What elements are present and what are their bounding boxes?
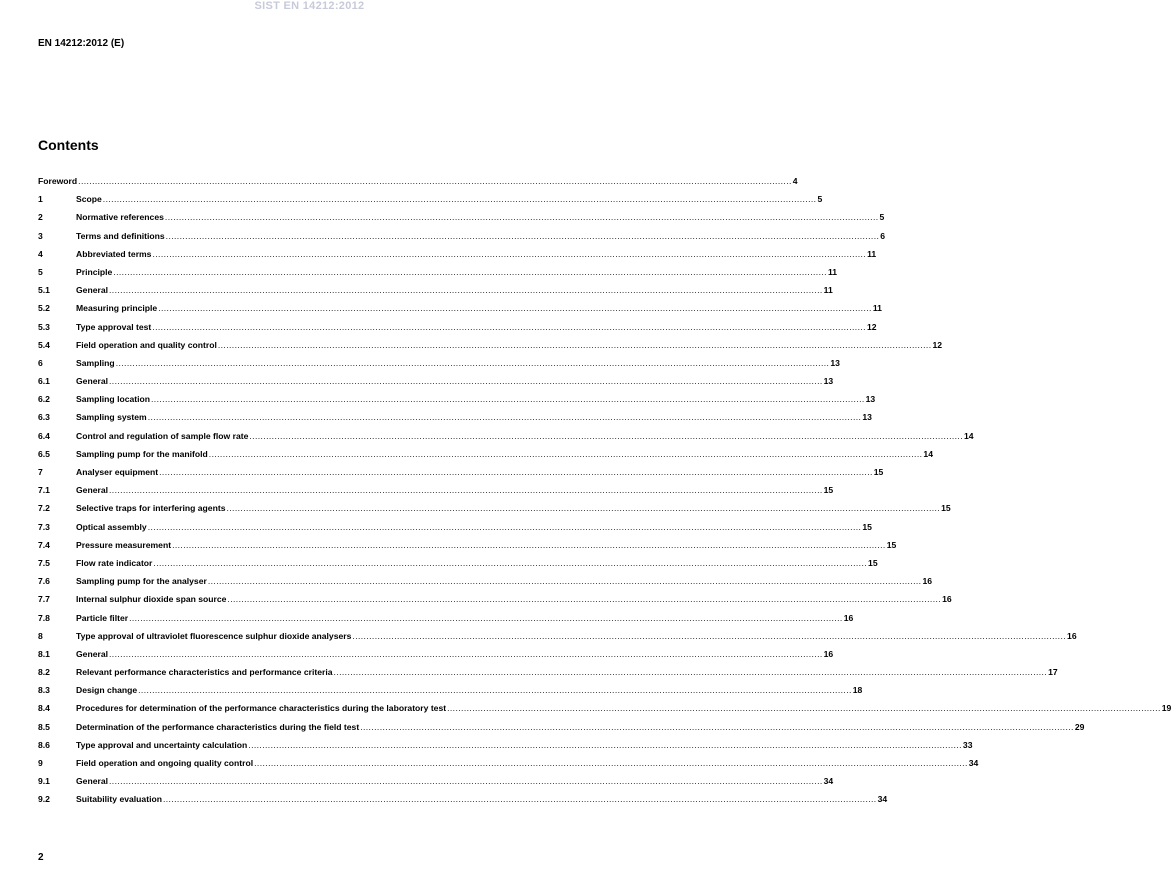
toc-entry-number: 7.4 bbox=[38, 539, 50, 550]
toc-entry-number: 9.2 bbox=[38, 794, 50, 805]
toc-entry-number: 4 bbox=[38, 248, 43, 259]
toc-dot-leader bbox=[208, 576, 922, 586]
toc-entry[interactable] bbox=[38, 266, 838, 285]
page-number: 2 bbox=[38, 852, 44, 863]
toc-entry[interactable] bbox=[38, 412, 872, 430]
table-of-contents bbox=[38, 176, 1171, 813]
toc-dot-leader bbox=[165, 212, 879, 222]
contents-heading: Contents bbox=[38, 137, 99, 153]
toc-entry-number: 6.1 bbox=[38, 376, 50, 387]
toc-entry-title: Principle bbox=[76, 266, 113, 277]
toc-entry-number: 5.2 bbox=[38, 303, 50, 314]
toc-dot-leader bbox=[113, 267, 827, 277]
toc-entry-page: 33 bbox=[962, 739, 973, 750]
toc-entry-title: General bbox=[76, 285, 109, 296]
toc-entry-page: 16 bbox=[823, 648, 834, 659]
toc-entry-number: 7.6 bbox=[38, 576, 50, 587]
toc-entry-page: 15 bbox=[873, 467, 884, 477]
toc-entry-page: 19 bbox=[1161, 703, 1171, 714]
toc-dot-leader bbox=[248, 740, 962, 750]
toc-entry-page: 11 bbox=[867, 248, 877, 259]
toc-entry-page: 16 bbox=[1067, 630, 1077, 641]
toc-entry[interactable] bbox=[38, 230, 886, 249]
toc-entry[interactable] bbox=[38, 521, 872, 540]
toc-entry-page: 15 bbox=[886, 539, 897, 550]
toc-entry-number: 5.1 bbox=[38, 285, 50, 296]
toc-entry-page: 15 bbox=[868, 557, 878, 568]
toc-dot-leader bbox=[227, 594, 941, 604]
toc-entry-page: 15 bbox=[941, 503, 951, 514]
toc-entry-title: Terms and definitions bbox=[76, 230, 165, 241]
toc-entry-number: 8.2 bbox=[38, 667, 50, 678]
toc-entry[interactable] bbox=[38, 721, 1085, 740]
toc-dot-leader bbox=[109, 649, 823, 659]
document-id: EN 14212:2012 (E) bbox=[38, 38, 125, 49]
toc-entry-number: 7.2 bbox=[38, 503, 50, 514]
toc-entry-number: 8.4 bbox=[38, 703, 50, 714]
toc-dot-leader bbox=[249, 431, 963, 441]
toc-entry[interactable] bbox=[38, 448, 933, 467]
toc-entry-title: Particle filter bbox=[76, 612, 129, 623]
toc-dot-leader bbox=[116, 358, 830, 368]
toc-entry[interactable] bbox=[38, 667, 1058, 685]
toc-entry-number: 7.5 bbox=[38, 557, 50, 568]
toc-entry[interactable] bbox=[38, 503, 951, 521]
toc-entry-number: 7.8 bbox=[38, 612, 50, 623]
toc-dot-leader bbox=[166, 231, 880, 241]
toc-entry-page: 11 bbox=[823, 285, 833, 296]
toc-entry[interactable] bbox=[38, 794, 888, 812]
toc-entry-title: Scope bbox=[76, 194, 102, 205]
toc-entry-number: 7.1 bbox=[38, 485, 50, 496]
toc-entry[interactable] bbox=[38, 394, 876, 412]
toc-entry-title: Abbreviated terms bbox=[76, 248, 152, 259]
toc-dot-leader bbox=[352, 631, 1066, 641]
toc-dot-leader bbox=[159, 467, 873, 477]
toc-entry-title: Type approval and uncertainty calculation bbox=[76, 739, 248, 750]
toc-entry-title: General bbox=[76, 776, 109, 787]
toc-dot-leader bbox=[360, 722, 1074, 732]
toc-entry-number: 8.3 bbox=[38, 685, 50, 696]
toc-entry-page: 14 bbox=[964, 430, 974, 441]
toc-entry-title: Field operation and ongoing quality control bbox=[76, 758, 254, 768]
toc-entry[interactable] bbox=[38, 194, 823, 212]
toc-entry[interactable] bbox=[38, 376, 834, 394]
toc-entry-page: 12 bbox=[866, 321, 877, 332]
toc-entry-page: 12 bbox=[932, 339, 943, 350]
toc-entry-number: 5.3 bbox=[38, 321, 50, 332]
toc-entry-number: 8.5 bbox=[38, 721, 50, 732]
toc-entry-number: 6.5 bbox=[38, 448, 50, 459]
toc-entry-page: 18 bbox=[852, 685, 863, 696]
toc-dot-leader bbox=[129, 613, 843, 623]
toc-entry-page: 5 bbox=[817, 194, 823, 205]
toc-entry-title: Optical assembly bbox=[76, 521, 147, 532]
toc-dot-leader bbox=[163, 794, 877, 804]
toc-entry-title: Sampling bbox=[76, 357, 115, 368]
watermark: SIST EN 14212:2012 bbox=[254, 0, 365, 12]
toc-entry-number: 6.2 bbox=[38, 394, 50, 405]
toc-entry-number: 5.4 bbox=[38, 339, 50, 350]
toc-entry-page: 16 bbox=[922, 576, 933, 587]
toc-dot-leader bbox=[218, 340, 932, 350]
toc-entry-title: Sampling system bbox=[76, 412, 147, 423]
toc-entry[interactable] bbox=[38, 758, 979, 776]
toc-dot-leader bbox=[209, 449, 923, 459]
toc-entry-page: 16 bbox=[942, 594, 952, 605]
toc-entry[interactable] bbox=[38, 357, 840, 376]
toc-entry-number: 6 bbox=[38, 357, 43, 368]
toc-entry-page: 29 bbox=[1074, 721, 1085, 732]
toc-entry[interactable] bbox=[38, 630, 1077, 649]
toc-entry-title: General bbox=[76, 376, 109, 387]
toc-entry-title: Determination of the performance characteristics during the field test bbox=[76, 721, 360, 732]
toc-entry-number: 7.7 bbox=[38, 594, 50, 605]
toc-entry[interactable] bbox=[38, 612, 854, 631]
toc-entry-page: 11 bbox=[827, 266, 838, 277]
toc-dot-leader bbox=[148, 412, 862, 422]
toc-dot-leader bbox=[153, 558, 867, 568]
toc-entry-page: 15 bbox=[862, 521, 872, 532]
toc-entry[interactable] bbox=[38, 212, 885, 230]
toc-entry[interactable] bbox=[38, 485, 834, 503]
toc-dot-leader bbox=[172, 540, 886, 550]
toc-entry[interactable] bbox=[38, 467, 884, 485]
toc-entry-number: 3 bbox=[38, 230, 43, 241]
toc-entry[interactable] bbox=[38, 776, 834, 794]
toc-entry-title: Suitability evaluation bbox=[76, 794, 162, 805]
toc-dot-leader bbox=[152, 322, 866, 332]
toc-dot-leader bbox=[109, 285, 823, 295]
toc-dot-leader bbox=[254, 758, 968, 768]
toc-entry-page: 34 bbox=[968, 758, 979, 768]
toc-entry[interactable] bbox=[38, 176, 798, 194]
toc-entry-page: 34 bbox=[823, 776, 834, 787]
toc-dot-leader bbox=[109, 376, 823, 386]
toc-entry-title: Measuring principle bbox=[76, 303, 158, 314]
toc-dot-leader bbox=[152, 249, 866, 259]
toc-dot-leader bbox=[158, 303, 872, 313]
toc-entry-number: 7.3 bbox=[38, 521, 50, 532]
toc-dot-leader bbox=[109, 776, 823, 786]
toc-entry-page: 14 bbox=[923, 448, 933, 459]
toc-entry-title: General bbox=[76, 648, 109, 659]
toc-entry-page: 4 bbox=[792, 176, 798, 186]
toc-entry-number: 7 bbox=[38, 467, 43, 477]
toc-entry-number: 6.3 bbox=[38, 412, 50, 423]
toc-entry-title: General bbox=[76, 485, 109, 496]
toc-entry-title: Normative references bbox=[76, 212, 164, 223]
toc-entry-title: Relevant performance characteristics and performance criteria bbox=[76, 667, 333, 678]
toc-dot-leader bbox=[151, 394, 865, 404]
toc-entry-title: Design change bbox=[76, 685, 138, 696]
toc-entry[interactable] bbox=[38, 430, 974, 449]
toc-entry-page: 13 bbox=[830, 357, 840, 368]
toc-entry[interactable] bbox=[38, 685, 863, 703]
toc-entry[interactable] bbox=[38, 285, 833, 303]
toc-dot-leader bbox=[109, 485, 823, 495]
toc-entry-title: Sampling location bbox=[76, 394, 151, 405]
toc-entry-title: Internal sulphur dioxide span source bbox=[76, 594, 227, 605]
toc-entry-page: 15 bbox=[823, 485, 834, 496]
toc-entry-page: 13 bbox=[865, 394, 876, 405]
toc-dot-leader bbox=[78, 176, 792, 186]
toc-dot-leader bbox=[103, 194, 817, 204]
toc-entry[interactable] bbox=[38, 703, 1171, 721]
toc-dot-leader bbox=[138, 685, 852, 695]
toc-entry-title: Sampling pump for the manifold bbox=[76, 448, 208, 459]
toc-entry-title: Type approval of ultraviolet fluorescence sulphur dioxide analysers bbox=[76, 630, 352, 641]
toc-dot-leader bbox=[334, 667, 1048, 677]
toc-entry[interactable] bbox=[38, 648, 834, 667]
toc-entry-page: 13 bbox=[862, 412, 872, 423]
toc-entry[interactable] bbox=[38, 321, 877, 340]
toc-entry-title: Flow rate indicator bbox=[76, 557, 153, 568]
toc-entry-number: 8.1 bbox=[38, 648, 50, 659]
toc-entry-page: 13 bbox=[823, 376, 834, 387]
toc-entry[interactable] bbox=[38, 339, 943, 358]
toc-entry-title: Field operation and quality control bbox=[76, 339, 217, 350]
toc-entry-page: 11 bbox=[872, 303, 882, 314]
toc-dot-leader bbox=[447, 703, 1161, 713]
toc-entry[interactable] bbox=[38, 557, 878, 576]
toc-entry-number: 5 bbox=[38, 266, 43, 277]
toc-entry-title: Selective traps for interfering agents bbox=[76, 503, 226, 514]
toc-entry-page: 5 bbox=[879, 212, 885, 223]
toc-entry-page: 34 bbox=[877, 794, 888, 805]
toc-entry[interactable] bbox=[38, 739, 973, 758]
toc-entry-number: 9.1 bbox=[38, 776, 50, 787]
toc-entry-page: 17 bbox=[1048, 667, 1058, 678]
toc-entry[interactable] bbox=[38, 594, 952, 612]
toc-entry-title: Sampling pump for the analyser bbox=[76, 576, 207, 587]
toc-entry-number: 1 bbox=[38, 194, 43, 205]
toc-entry[interactable] bbox=[38, 576, 933, 594]
toc-entry[interactable] bbox=[38, 248, 877, 267]
toc-dot-leader bbox=[226, 503, 940, 513]
toc-entry-number: 9 bbox=[38, 758, 43, 768]
toc-entry-title: Type approval test bbox=[76, 321, 152, 332]
toc-entry-number: 6.4 bbox=[38, 430, 50, 441]
toc-entry[interactable] bbox=[38, 539, 897, 558]
toc-entry[interactable] bbox=[38, 303, 882, 321]
toc-entry-page: 16 bbox=[843, 612, 854, 623]
toc-entry-number: 8.6 bbox=[38, 739, 50, 750]
toc-entry-number: 2 bbox=[38, 212, 43, 223]
toc-entry-title: Analyser equipment bbox=[76, 467, 159, 477]
toc-entry-page: 6 bbox=[880, 230, 886, 241]
toc-entry-number: 8 bbox=[38, 630, 43, 641]
toc-entry-title: Procedures for determination of the performance characteristics during the laboratory test bbox=[76, 703, 447, 714]
toc-entry-title: Pressure measurement bbox=[76, 539, 172, 550]
toc-entry-title: Foreword bbox=[38, 176, 78, 186]
toc-entry-title: Control and regulation of sample flow rate bbox=[76, 430, 249, 441]
toc-dot-leader bbox=[148, 522, 862, 532]
